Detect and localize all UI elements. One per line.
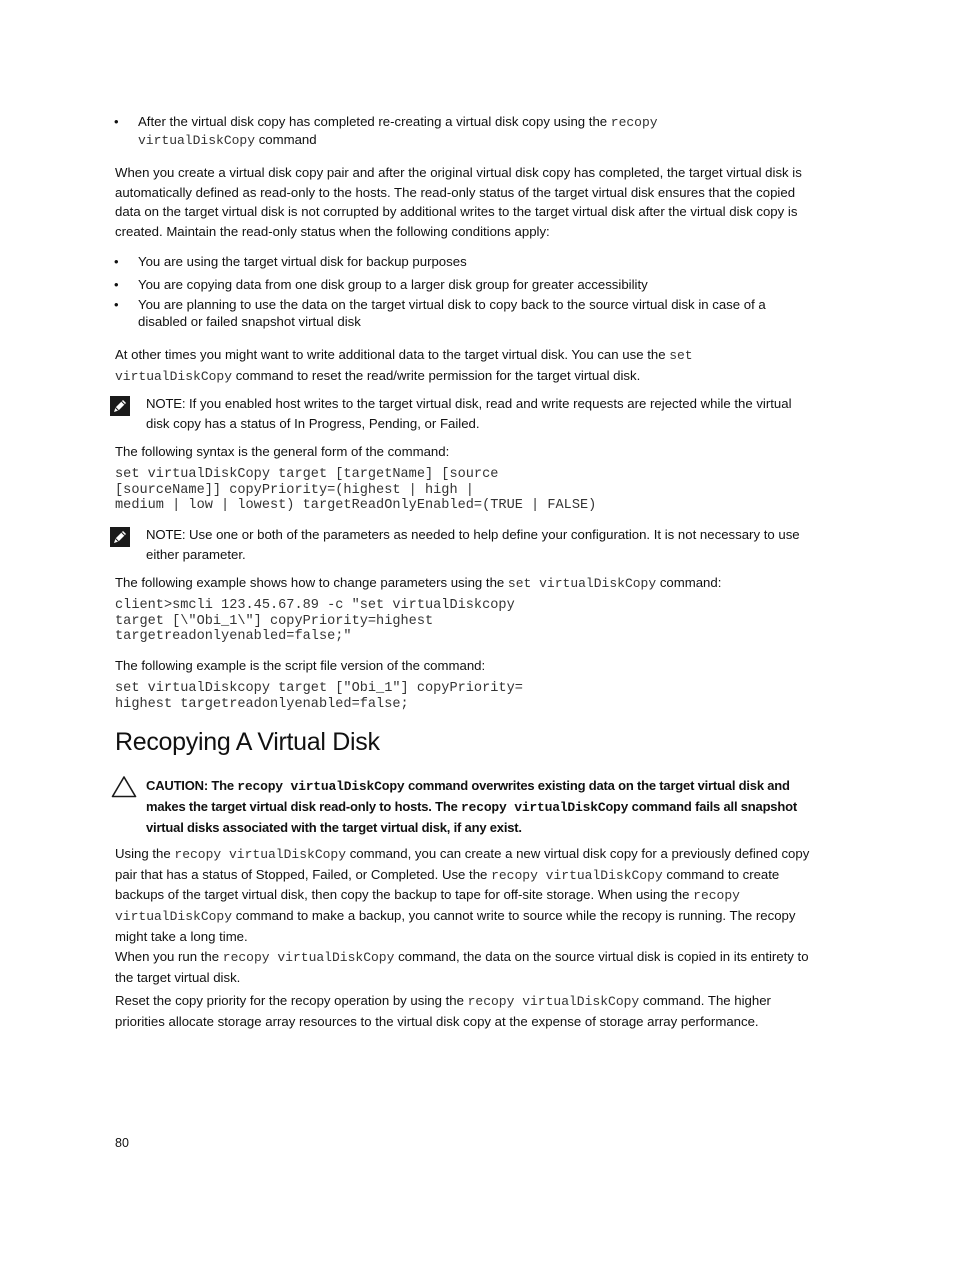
- code-block: set virtualDiskcopy target ["Obi_1"] copyPriority= highest targetreadonlyenabled=false;: [115, 681, 523, 712]
- paragraph-text: command to create backups of the target virtual disk, then copy the backup to tape for off-site storage. When using the: [115, 866, 780, 903]
- inline-code: recopy virtualDiskCopy: [174, 847, 347, 862]
- paragraph: [115, 947, 815, 987]
- code-block: set virtualDiskCopy target [targetName] [source [sourceName]] copyPriority=(highest | high | medium | low | lowest) targetReadOnlyEnabled=(TRUE | FALSE): [115, 467, 597, 513]
- caution-triangle-icon: [111, 775, 137, 798]
- paragraph-text: command to reset the read/write permission for the target virtual disk.: [232, 368, 641, 383]
- paragraph-text: When you run the: [115, 949, 223, 964]
- note-pencil-icon: [109, 526, 131, 548]
- paragraph: The following example is the script file version of the command:: [115, 658, 486, 673]
- inline-code: recopy virtualDiskCopy: [467, 994, 640, 1009]
- caution-body: command fails all snapshot virtual disks associated with the target virtual disk, if any exist.: [146, 799, 797, 835]
- inline-code: virtualDiskCopy: [115, 369, 233, 384]
- inline-code: set: [669, 348, 693, 363]
- paragraph: [115, 345, 815, 387]
- inline-code: recopy virtualDiskCopy: [491, 867, 663, 883]
- bullet-icon: •: [114, 297, 119, 312]
- caution-body: command overwrites existing data on the target virtual disk and makes the target virtual disk read-only to hosts. The: [146, 778, 790, 814]
- note-body: Use one or both of the parameters as needed to help define your configuration. It is not necessary to use either parameter.: [146, 527, 800, 562]
- paragraph: [115, 991, 815, 1031]
- list-item: [114, 113, 798, 149]
- bullet-text: After the virtual disk copy has completed re-creating a virtual disk copy using the: [138, 114, 611, 129]
- note-text: [146, 525, 816, 564]
- paragraph-text: command, the data on the source virtual disk is copied in its entirety to the target virtual disk.: [115, 949, 809, 985]
- code-block: client>smcli 123.45.67.89 -c "set virtualDiskcopy target [\"Obi_1\"] copyPriority=highest targetreadonlyenabled=false;": [115, 598, 515, 644]
- paragraph-text: command:: [656, 575, 722, 590]
- list-item: [114, 297, 798, 330]
- bullet-icon: •: [114, 254, 119, 269]
- paragraph-text: Using the: [115, 846, 175, 861]
- caution-text: [146, 776, 816, 838]
- paragraph: [115, 573, 815, 594]
- section-heading: Recopying A Virtual Disk: [115, 728, 380, 756]
- caution-label: CAUTION: The: [146, 778, 238, 793]
- note-body: If you enabled host writes to the target virtual disk, read and write requests are rejected while the virtual disk copy has a status of In Progress, Pending, or Failed.: [146, 396, 792, 431]
- inline-code: recopy virtualDiskCopy: [237, 779, 405, 794]
- inline-code: recopy virtualDiskCopy: [461, 800, 629, 815]
- paragraph-text: At other times you might want to write additional data to the target virtual disk. You can use the: [115, 347, 670, 362]
- bullet-text: You are copying data from one disk group to a larger disk group for greater accessibility: [138, 277, 648, 292]
- bullet-text: command: [255, 132, 317, 147]
- bullet-text: You are planning to use the data on the target virtual disk to copy back to the source virtual disk in case of a disabled or failed snapshot virtual disk: [138, 297, 766, 329]
- inline-code: recopy: [610, 115, 658, 130]
- note-pencil-icon: [109, 395, 131, 417]
- inline-code: recopy virtualDiskCopy: [222, 950, 395, 965]
- list-item: [114, 252, 798, 272]
- bullet-icon: •: [114, 114, 119, 129]
- note-text: [146, 394, 816, 433]
- paragraph-text: Reset the copy priority for the recopy operation by using the: [115, 993, 468, 1008]
- paragraph: The following syntax is the general form of the command:: [115, 444, 450, 459]
- page-number: 80: [115, 1136, 129, 1150]
- paragraph-text: command, you can create a new virtual disk copy for a previously defined copy pair that has a status of Stopped, Failed, or Completed. Use the: [115, 846, 810, 882]
- paragraph: When you create a virtual disk copy pair and after the original virtual disk copy has completed, the target virtual disk is automatically defined as read-only to the hosts. The read-only status of the target virtual disk ensures that the copied data on the target virtual disk is not corrupted by additional writes to the target virtual disk after the virtual disk copy is created. Maintain the read-only status when the following conditions apply:: [115, 165, 802, 239]
- bullet-text: You are using the target virtual disk for backup purposes: [138, 254, 467, 269]
- paragraph-text: command. The higher priorities allocate storage array resources to the virtual disk copy at the expense of storage array performance.: [115, 993, 771, 1029]
- inline-code: recopy virtualDiskCopy: [115, 888, 740, 925]
- paragraph-text: The following example shows how to change parameters using the: [115, 575, 508, 590]
- list-item: [114, 275, 798, 295]
- note-label: NOTE:: [146, 527, 186, 542]
- paragraph: [115, 844, 815, 947]
- note-label: NOTE:: [146, 396, 186, 411]
- bullet-icon: •: [114, 277, 119, 292]
- paragraph-text: command to make a backup, you cannot write to source while the recopy is running. The recopy might take a long time.: [115, 908, 796, 944]
- inline-code: virtualDiskCopy: [138, 133, 256, 148]
- inline-code: set virtualDiskCopy: [507, 576, 657, 591]
